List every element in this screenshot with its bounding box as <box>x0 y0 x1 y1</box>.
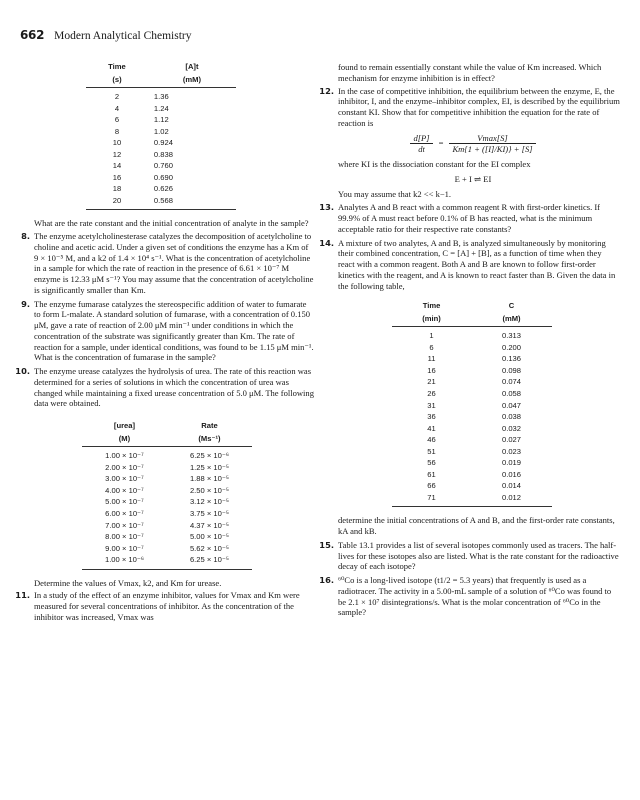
table-row <box>392 423 552 435</box>
table-cell: 0.074 <box>502 377 522 387</box>
table-unit: (min) <box>392 314 471 327</box>
problem-number: 9. <box>21 298 30 309</box>
table-cell: 18 <box>112 184 122 194</box>
table-cell: 41 <box>427 423 436 433</box>
table-cell: 0.760 <box>153 161 173 171</box>
problem-text: The enzyme acetylcholinesterase catalyzes the decomposition of acetylcholine to choline and acetic acid. Under a given set of conditions the enzyme has a Km of 9 × 10⁻⁵ M, and a k2 of 1.4 × 10⁴ s⁻¹. What is the concentration of acetylcholine in a sample for which the rate of reaction in the presence of 6.61 × 10⁻⁷ M enzyme is 12.33 μM s⁻¹? You may assume that the concentration of acetylcholine is significantly smaller than Km. <box>34 231 314 295</box>
table-cell: 0.690 <box>153 172 173 182</box>
table-cell: 46 <box>427 435 436 445</box>
problem-text: Analytes A and B react with a common reagent R with first-order kinetics. If 99.9% of A must react before 0.1% of B has reacted, what is the minimum acceptable ratio for their respective rate constants? <box>338 202 601 234</box>
table-body <box>392 327 552 507</box>
table-cell: 0.838 <box>153 149 173 159</box>
table-row <box>392 342 552 354</box>
table-row <box>82 485 252 497</box>
table-row <box>82 520 252 532</box>
problem-8 <box>22 231 314 296</box>
table-header: [urea] <box>113 421 136 431</box>
table-row <box>82 462 252 474</box>
problem-number: 8. <box>21 231 30 242</box>
table-cell: 1.24 <box>153 103 169 113</box>
table-row <box>392 411 552 423</box>
problem-text: ⁶⁰Co is a long-lived isotope (t1/2 = 5.3 years) that frequently is used as a radiotracer. The activity in a 5.00-mL sample of a solution of ⁶⁰Co was found to be 2.1 × 10⁷ disintegrations/s. What is the molar concentration of ⁶⁰Co in the sample? <box>338 575 612 618</box>
question-7-tail: What are the rate constant and the initial concentration of analyte in the sample? <box>34 218 309 229</box>
table-cell: 6.25 × 10⁻⁵ <box>167 554 252 569</box>
table-cell: 1.25 × 10⁻⁵ <box>189 462 229 472</box>
table-cell: 0.626 <box>153 184 173 194</box>
table-unit: (M) <box>82 434 167 447</box>
table-cell: 1.88 × 10⁻⁵ <box>189 474 229 484</box>
table-cell: 56 <box>427 458 436 468</box>
table-cell: 0.200 <box>502 342 522 352</box>
table-cell: 14 <box>112 161 122 171</box>
problem-text: In the case of competitive inhibition, the equilibrium between the enzyme, E, the inhibitor, I, and the enzyme–inhibitor complex, EI, is described by the equilibrium constant KI. Show that for competitive inhibition the equation for the rate of reaction is <box>338 85 620 128</box>
table-row <box>392 353 552 365</box>
left-column <box>15 62 314 626</box>
table-cell: 5.62 × 10⁻⁵ <box>189 543 229 553</box>
table-unit: (mM) <box>471 314 552 327</box>
table-cell: 6.00 × 10⁻⁷ <box>105 508 144 518</box>
table-cell: 31 <box>427 400 436 410</box>
table-header: Rate <box>201 421 218 431</box>
table-row <box>86 195 236 210</box>
table-header: Time <box>108 62 126 71</box>
table-row <box>82 531 252 543</box>
table-row <box>86 137 236 149</box>
problem-11-continued: found to remain essentially constant while the value of Km increased. Which mechanism for enzyme inhibition is in effect? <box>338 62 602 83</box>
table-unit: (Ms⁻¹) <box>167 434 252 447</box>
table-cell: 1.36 <box>153 92 169 101</box>
table-cell: 3.00 × 10⁻⁷ <box>105 474 144 484</box>
table-row <box>392 446 552 458</box>
rate-equation <box>326 133 620 156</box>
table-time-concentration <box>86 62 236 210</box>
problem-13 <box>319 202 620 234</box>
problem-12-where: where KI is the dissociation constant for the EI complex <box>338 159 531 169</box>
table-cell: 0.027 <box>502 435 522 445</box>
problem-number: 15. <box>319 539 334 550</box>
problem-16 <box>319 575 620 618</box>
table-cell: 5.00 × 10⁻⁷ <box>105 497 144 507</box>
equation-lhs-denominator: dt <box>418 144 425 155</box>
table-row <box>392 469 552 481</box>
table-row <box>82 554 252 569</box>
table-cell: 0.098 <box>502 365 522 375</box>
table-cell: 61 <box>427 469 436 479</box>
table-cell: 0.924 <box>153 138 173 148</box>
table-cell: 0.058 <box>502 388 522 398</box>
problem-15 <box>319 539 620 572</box>
problem-text: Table 13.1 provides a list of several isotopes commonly used as tracers. The half-lives for these isotopes also are listed. What is the rate constant for the radioactive decay of each isotope? <box>338 539 619 572</box>
table-row <box>86 160 236 172</box>
table-combined-concentration <box>392 301 552 507</box>
table-cell: 1 <box>429 331 434 341</box>
problem-number: 16. <box>319 575 334 586</box>
table-cell: 4.37 × 10⁻⁵ <box>189 520 229 530</box>
problem-number: 10. <box>15 366 30 377</box>
table-cell: 1.00 × 10⁻⁷ <box>105 451 144 461</box>
table-cell: 10 <box>112 138 122 148</box>
table-cell: 11 <box>427 354 436 364</box>
table-cell: 16 <box>427 365 436 375</box>
running-head: Modern Analytical Chemistry <box>54 30 192 42</box>
table-cell: 9.00 × 10⁻⁷ <box>105 543 144 553</box>
table-row <box>86 149 236 161</box>
table-row <box>392 376 552 388</box>
table-body <box>86 88 236 210</box>
table-cell: 6.25 × 10⁻⁶ <box>189 451 229 461</box>
table-unit: (mM) <box>148 75 236 88</box>
problem-12-assumption: You may assume that k2 << k−1. <box>338 188 452 199</box>
table-cell: 0.136 <box>502 354 522 364</box>
table-row <box>82 473 252 485</box>
table-urease-data <box>82 421 252 569</box>
table-cell: 0.012 <box>471 492 552 507</box>
right-column <box>319 62 620 621</box>
problem-12 <box>319 85 620 129</box>
table-cell: 36 <box>427 412 436 422</box>
table-cell: 5.00 × 10⁻⁵ <box>189 532 229 542</box>
table-cell: 12 <box>112 149 122 159</box>
table-cell: 0.313 <box>502 331 522 341</box>
problem-10 <box>15 366 314 409</box>
problem-9 <box>22 299 314 364</box>
table-row <box>392 327 552 342</box>
table-cell: 0.023 <box>502 446 522 456</box>
table-cell: 2.00 × 10⁻⁷ <box>105 462 144 472</box>
table-cell: 4.00 × 10⁻⁷ <box>105 485 144 495</box>
table-cell: 0.032 <box>502 423 522 433</box>
table-row <box>86 183 236 195</box>
equals-sign: = <box>438 138 444 149</box>
table-row <box>86 114 236 126</box>
table-unit: (s) <box>86 75 148 88</box>
problem-10-question: Determine the values of Vmax, k2, and Km for urease. <box>34 577 222 588</box>
problem-number: 13. <box>319 202 334 213</box>
table-cell: 1.00 × 10⁻⁶ <box>82 554 167 569</box>
table-cell: 8 <box>114 126 120 136</box>
table-row <box>392 480 552 492</box>
table-cell: 26 <box>427 388 436 398</box>
table-body <box>82 447 252 569</box>
table-cell: 8.00 × 10⁻⁷ <box>105 532 144 542</box>
table-cell: 1.12 <box>153 115 169 125</box>
table-row <box>82 447 252 462</box>
table-cell: 2 <box>114 92 120 101</box>
table-cell: 66 <box>427 481 436 491</box>
table-cell: 6 <box>114 115 120 125</box>
table-cell: 0.038 <box>502 412 522 422</box>
table-row <box>392 492 552 507</box>
equation-rhs-denominator: Km{1 + ([I]/KI)} + [S] <box>452 144 533 155</box>
table-row <box>82 543 252 555</box>
problem-text: In a study of the effect of an enzyme inhibitor, values for Vmax and Km were measured for several concentrations of inhibitor. As the concentration of the inhibitor was increased, Vmax was <box>34 590 300 622</box>
table-cell: 0.047 <box>502 400 522 410</box>
table-header: Time <box>422 301 441 311</box>
table-row <box>86 88 236 103</box>
table-row <box>86 103 236 115</box>
table-cell: 3.12 × 10⁻⁵ <box>189 497 229 507</box>
table-row <box>82 508 252 520</box>
table-cell: 71 <box>392 492 471 507</box>
table-cell: 3.75 × 10⁻⁵ <box>189 508 229 518</box>
problem-14-question: determine the initial concentrations of A and B, and the first-order rate constants, kA and kB. <box>338 515 615 537</box>
table-row <box>86 126 236 138</box>
problem-number: 11. <box>15 590 30 601</box>
table-cell: 51 <box>427 446 436 456</box>
table-header: [A]t <box>185 62 199 71</box>
table-row <box>392 434 552 446</box>
page-number: 662 <box>20 28 45 42</box>
problem-11 <box>15 590 314 622</box>
table-cell: 1.02 <box>153 126 169 136</box>
table-cell: 16 <box>112 172 122 182</box>
table-row <box>392 400 552 412</box>
equation-rhs-numerator: Vmax[S] <box>449 133 535 145</box>
table-cell: 0.016 <box>502 469 522 479</box>
problem-number: 12. <box>319 85 334 96</box>
problem-text: The enzyme fumarase catalyzes the stereospecific addition of water to fumarate to form L-malate. A standard solution of fumarase, with a concentration of 0.150 μM, gave a rate of reaction of 2.00 μM min⁻¹ under conditions in which the concentration of the substrate was significantly greater than Km. The rate of reaction for a sample, under identical conditions, was found to be 1.15 μM min⁻¹. What is the concentration of fumarase in the sample? <box>34 298 314 363</box>
table-cell: 0.568 <box>148 195 236 210</box>
table-cell: 2.50 × 10⁻⁵ <box>189 485 229 495</box>
problem-text: A mixture of two analytes, A and B, is analyzed simultaneously by monitoring their combined concentration, C = [A] + [B], as a function of time when they react with a common reagent. Both A and B are known to follow first-order kinetics with the reagent, and A is known to react faster than B. Given the data in the following table, <box>338 237 616 291</box>
page-header <box>20 26 192 44</box>
problem-text: The enzyme urease catalyzes the hydrolysis of urea. The rate of this reaction was determined for a series of solutions in which the concentration of urea was changed while maintaining a fixed urease concentration of 5.0 μM. The following data were obtained. <box>34 366 314 409</box>
table-cell: 4 <box>114 103 120 113</box>
table-row <box>392 365 552 377</box>
table-cell: 21 <box>427 377 436 387</box>
table-cell: 6 <box>429 342 434 352</box>
equilibrium-equation: E + I ⇌ EI <box>454 173 492 184</box>
table-cell: 20 <box>86 195 148 210</box>
table-cell: 0.019 <box>502 458 522 468</box>
problem-number: 14. <box>319 237 334 248</box>
table-cell: 7.00 × 10⁻⁷ <box>105 520 144 530</box>
equation-lhs-numerator: d[P] <box>410 133 432 145</box>
table-row <box>392 388 552 400</box>
table-cell: 0.014 <box>502 481 522 491</box>
table-row <box>392 457 552 469</box>
table-row <box>82 496 252 508</box>
problem-14 <box>319 237 620 292</box>
table-header: C <box>508 301 515 311</box>
table-row <box>86 172 236 184</box>
